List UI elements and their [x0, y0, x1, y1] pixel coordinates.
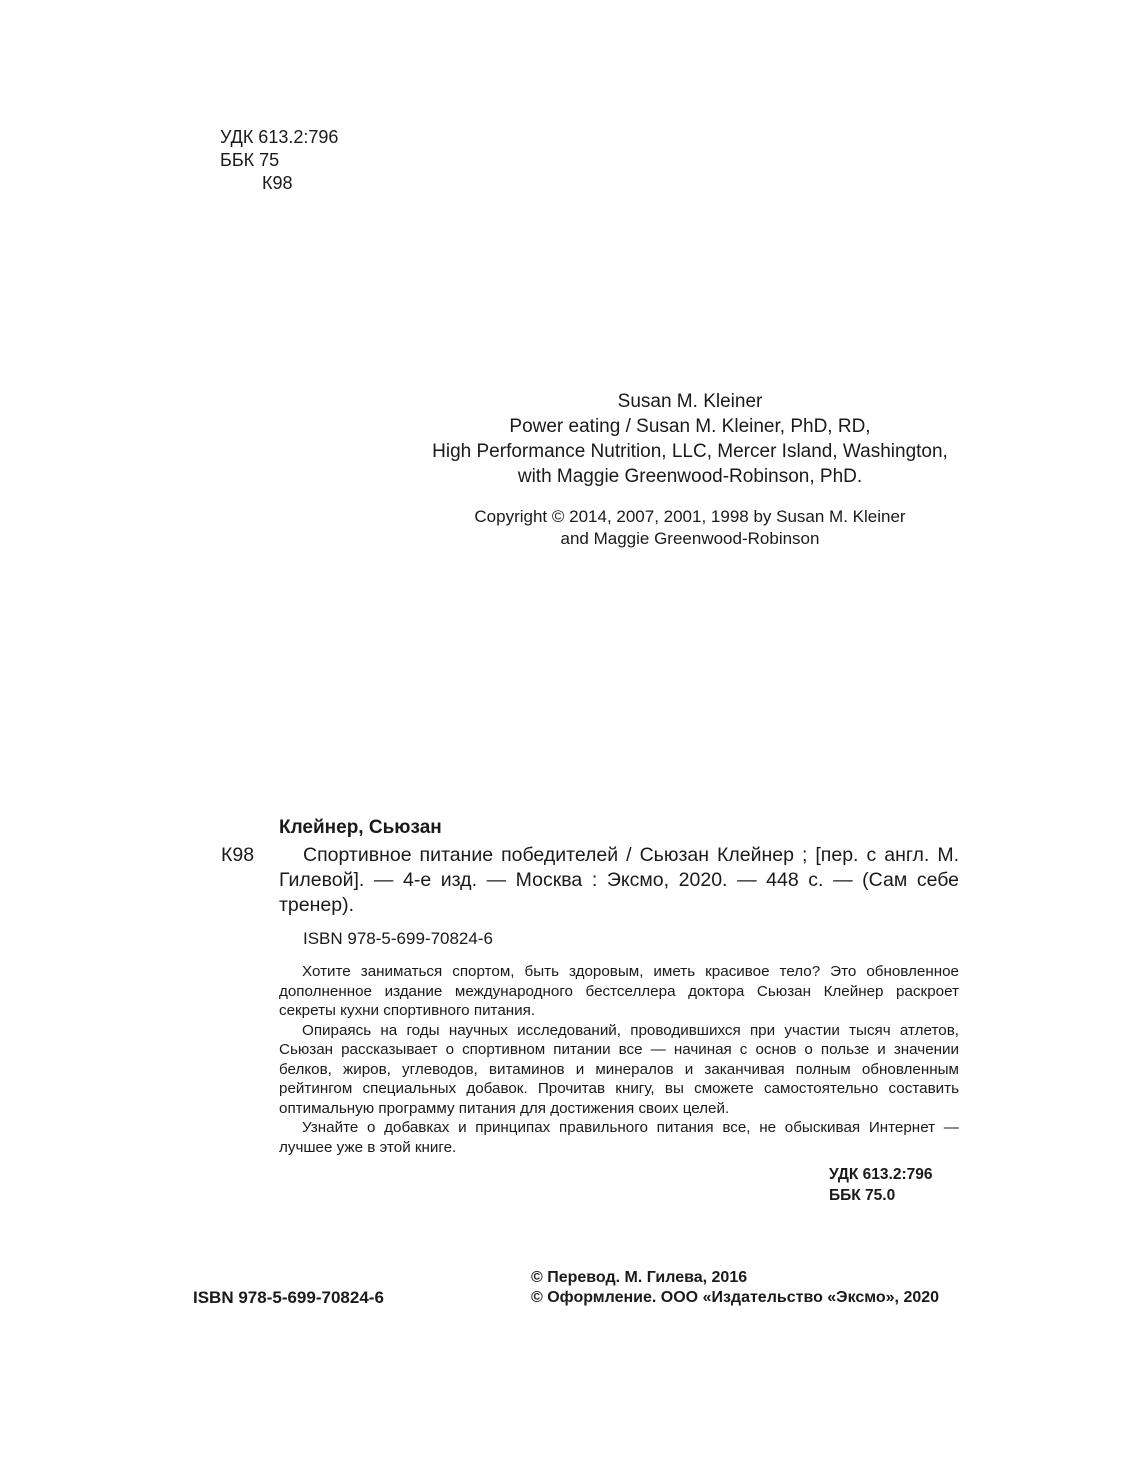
footer-isbn: ISBN 978-5-699-70824-6 — [193, 1288, 384, 1307]
record-isbn: ISBN 978-5-699-70824-6 — [303, 929, 493, 948]
design-copyright: © Оформление. ООО «Издательство «Эксмо», 2020 — [531, 1289, 940, 1306]
annotation-paragraph-3: Узнайте о добавках и принципах правильного питания все, не обыскивая Интернет — лучшее уже в этой книге. — [279, 1119, 959, 1156]
bbk-code: ББК 75 — [220, 150, 280, 170]
original-line-3: High Performance Nutrition, LLC, Mercer Island, Washington, — [432, 441, 948, 462]
udk-code: УДК 613.2:796 — [220, 127, 339, 147]
index-udk: УДК 613.2:796 — [829, 1166, 933, 1183]
translation-copyright: © Перевод. М. Гилева, 2016 — [531, 1269, 748, 1286]
original-line-4: with Maggie Greenwood-Robinson, PhD. — [517, 466, 863, 487]
original-line-1: Susan M. Kleiner — [617, 391, 763, 412]
original-line-2: Power eating / Susan M. Kleiner, PhD, RD, — [509, 416, 871, 437]
copyright-line-1: Copyright © 2014, 2007, 2001, 1998 by Susan M. Kleiner — [474, 507, 906, 526]
record-author: Клейнер, Сьюзан — [279, 817, 442, 838]
copyright-line-2: and Maggie Greenwood-Robinson — [560, 529, 820, 548]
record-mark: К98 — [221, 844, 255, 866]
annotation — [279, 962, 959, 1157]
author-mark: К98 — [262, 173, 293, 193]
annotation-paragraph-1: Хотите заниматься спортом, быть здоровым, иметь красивое тело? Это обновленное дополненное издание международного бестселлера доктора Сьюзан Клейнер раскроет секреты кухни спортивного питания. — [279, 963, 959, 1019]
record-description: Спортивное питание победителей / Сьюзан Клейнер ; [пер. с англ. М. Гилевой]. — 4-е изд. — Москва : Эксмо, 2020. — 448 с. — (Сам себе тренер). — [279, 844, 959, 916]
index-bbk: ББК 75.0 — [829, 1187, 896, 1204]
annotation-paragraph-2: Опираясь на годы научных исследований, проводившихся при участии тысяч атлетов, Сьюзан рассказывает о спортивном питании все — начиная с основ о пользе и значении белков, жиров, углеводов, витаминов и минералов и заканчивая полным обновленным рейтингом специальных добавок. Прочитав книгу, вы сможете самостоятельно составить оптимальную программу питания для достижения своих целей. — [279, 1021, 959, 1117]
